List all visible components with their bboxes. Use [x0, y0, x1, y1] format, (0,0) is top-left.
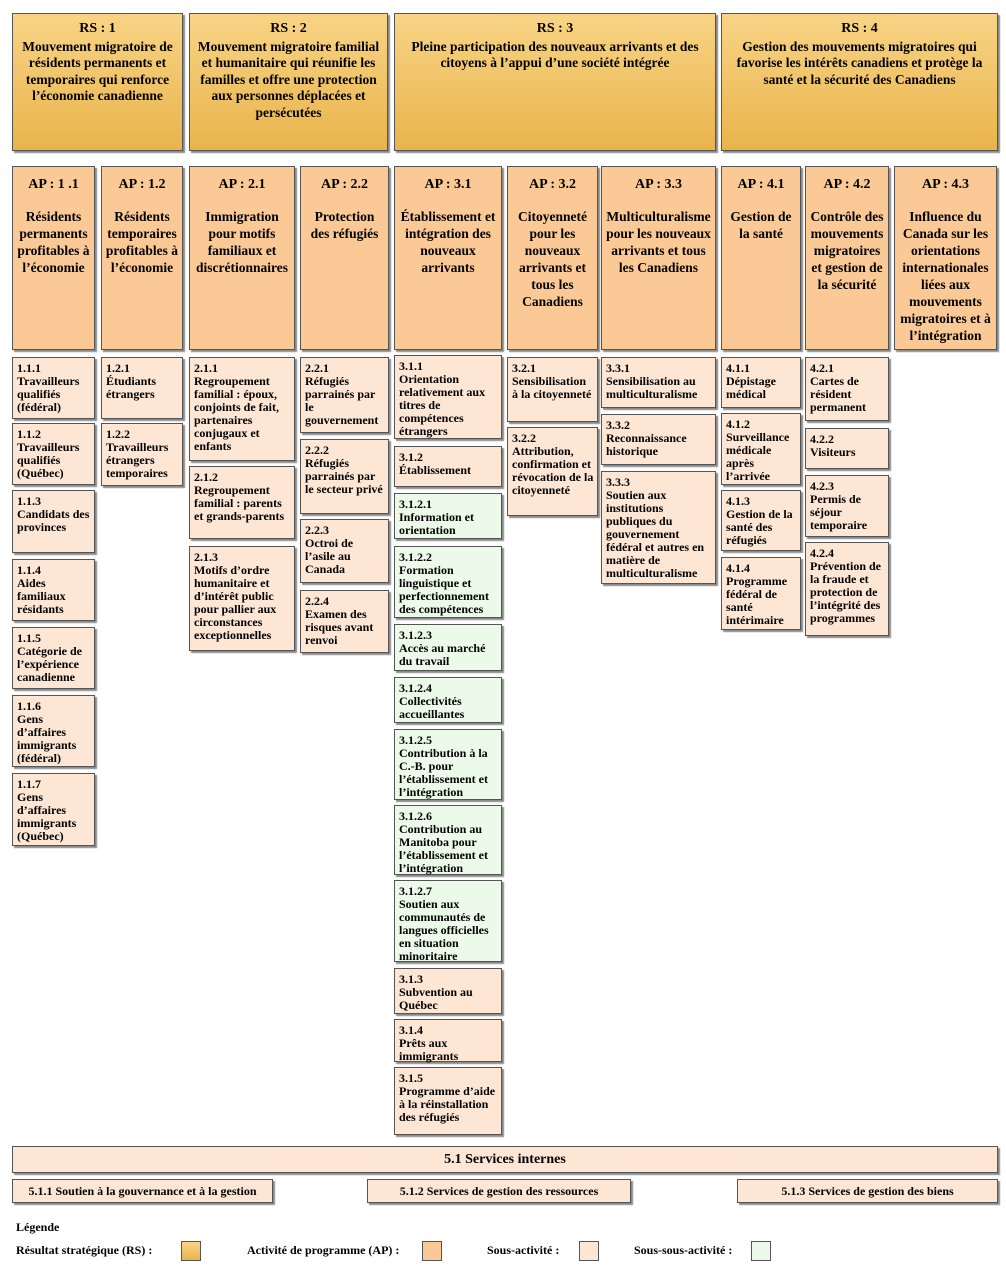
- activity-code: 1.2.1: [106, 361, 130, 375]
- activity-label: Permis de séjour temporaire: [810, 492, 868, 532]
- activity-code: 3.1.2.4: [399, 681, 432, 695]
- ap-4-1-box: [721, 166, 801, 350]
- activity-label: Formation linguistique et perfectionnement des compétences: [399, 563, 489, 616]
- sub-activity-2-1-3: [189, 546, 295, 651]
- sub-activity-4-1-3: [721, 490, 801, 551]
- activity-code: 2.2.1: [305, 361, 329, 375]
- sub-activity-4-1-2: [721, 413, 801, 485]
- sub-sub-activity-3-1-2-1: [394, 493, 502, 539]
- ap-title: Influence du Canada sur les orientations internationales liées aux mouvements migratoires et à l’intégration: [900, 209, 991, 343]
- activity-code: 4.1.4: [726, 561, 750, 575]
- activity-label: Orientation relativement aux titres de compétences étrangers: [399, 372, 486, 438]
- activity-code: 2.1.3: [194, 550, 218, 564]
- activity-code: 2.2.4: [305, 594, 329, 608]
- ap-1-2-box: [101, 166, 183, 350]
- sub-sub-activity-3-1-2-6: [394, 805, 502, 875]
- activity-label: Regroupement familial : parents et grands-parents: [194, 483, 285, 523]
- activity-label: Subvention au Québec: [399, 985, 473, 1012]
- activity-label: Accès au marché du travail: [399, 641, 486, 668]
- activity-code: 3.1.2.2: [399, 550, 432, 564]
- activity-code: 1.2.2: [106, 427, 130, 441]
- sub-activity-1-1-6: [12, 695, 95, 767]
- ap-title: Multiculturalisme pour les nouveaux arrivants et tous les Canadiens: [606, 209, 711, 275]
- activity-label: Contribution à la C.-B. pour l’établissement et l’intégration: [399, 746, 488, 799]
- activity-code: 2.1.1: [194, 361, 218, 375]
- ap-code: AP : 1.2: [118, 177, 166, 192]
- activity-code: 1.1.3: [17, 494, 41, 508]
- legend-swatch-sub: [579, 1241, 599, 1261]
- activity-label: Attribution, confirmation et révocation de la citoyenneté: [512, 444, 594, 497]
- legend-swatch-rs: [181, 1241, 201, 1261]
- activity-code: 1.1.4: [17, 563, 41, 577]
- sub-activity-2-2-4: [300, 590, 389, 653]
- activity-code: 4.1.1: [726, 361, 750, 375]
- sub-activity-1-1-2: [12, 423, 95, 485]
- sub-activity-1-1-3: [12, 490, 95, 553]
- internal-service-5-1-2: [367, 1179, 631, 1203]
- activity-code: 3.1.5: [399, 1071, 423, 1085]
- rs-code: RS : 1: [79, 21, 116, 36]
- ap-title: Résidents permanents profitables à l’économie: [17, 209, 90, 275]
- sub-activity-2-2-1: [300, 357, 389, 433]
- activity-code: 1.1.2: [17, 427, 41, 441]
- activity-label: Collectivités accueillantes: [399, 694, 465, 721]
- internal-service-label: 5.1.2 Services de gestion des ressources: [399, 1184, 599, 1198]
- sub-sub-activity-3-1-2-3: [394, 624, 502, 671]
- sub-activity-1-1-1: [12, 357, 95, 419]
- legend-label-ap: Activité de programme (AP) :: [247, 1243, 400, 1257]
- sub-activity-3-1-5: [394, 1067, 502, 1135]
- activity-code: 2.2.2: [305, 443, 329, 457]
- ap-1-1-box: [12, 166, 95, 350]
- activity-label: Sensibilisation au multiculturalisme: [606, 374, 698, 401]
- ap-3-1-box: [394, 166, 502, 350]
- activity-code: 3.1.4: [399, 1023, 423, 1037]
- activity-label: Programme fédéral de santé intérimaire: [726, 574, 788, 627]
- sub-activity-3-1-4: [394, 1019, 502, 1062]
- rs-title: Pleine participation des nouveaux arrivants et des citoyens à l’appui d’une société intégrée: [411, 38, 699, 70]
- activity-label: Octroi de l’asile au Canada: [305, 536, 354, 576]
- sub-activity-2-2-2: [300, 439, 389, 514]
- internal-service-5-1-3: [737, 1179, 998, 1203]
- activity-label: Étudiants étrangers: [106, 374, 157, 401]
- sub-activity-2-2-3: [300, 519, 389, 583]
- sub-sub-activity-3-1-2-2: [394, 546, 502, 618]
- sub-activity-3-1-2: [394, 446, 502, 487]
- activity-code: 3.1.2.3: [399, 628, 432, 642]
- activity-label: Programme d’aide à la réinstallation des réfugiés: [399, 1084, 496, 1124]
- ap-title: Citoyenneté pour les nouveaux arrivants et tous les Canadiens: [518, 209, 587, 309]
- activity-code: 3.1.1: [399, 359, 423, 373]
- sub-sub-activity-3-1-2-4: [394, 677, 502, 723]
- ap-title: Protection des réfugiés: [310, 209, 379, 241]
- activity-code: 1.1.1: [17, 361, 41, 375]
- rs-code: RS : 4: [841, 21, 878, 36]
- ap-code: AP : 4.1: [737, 177, 785, 192]
- internal-service-label: 5.1.1 Soutien à la gouvernance et à la gestion: [28, 1184, 257, 1198]
- activity-label: Cartes de résident permanent: [810, 374, 866, 414]
- sub-activity-1-1-7: [12, 773, 95, 846]
- rs-1-box: [12, 13, 183, 151]
- rs-title: Mouvement migratoire de résidents permanents et temporaires qui renforce l’économie canadienne: [22, 38, 173, 103]
- activity-code: 2.1.2: [194, 470, 218, 484]
- activity-label: Gens d’affaires immigrants (Québec): [17, 790, 77, 843]
- sub-activity-2-1-2: [189, 466, 295, 539]
- sub-activity-3-3-3: [601, 471, 716, 584]
- ap-3-3-box: [601, 166, 716, 350]
- activity-label: Réfugiés parrainés par le secteur privé: [305, 456, 383, 496]
- ap-code: AP : 4.2: [823, 177, 871, 192]
- activity-label: Soutien aux institutions publiques du gouvernement fédéral et autres en matière de multiculturalisme: [606, 488, 705, 580]
- activity-code: 4.2.3: [810, 479, 834, 493]
- activity-label: Information et orientation: [399, 510, 474, 537]
- activity-code: 3.2.1: [512, 361, 536, 375]
- activity-code: 3.3.1: [606, 361, 630, 375]
- sub-activity-4-2-4: [805, 542, 889, 636]
- ap-title: Contrôle des mouvements migratoires et gestion de la sécurité: [810, 209, 884, 292]
- activity-label: Dépistage médical: [726, 374, 776, 401]
- activity-label: Établissement: [399, 463, 471, 477]
- internal-services-bar: [12, 1146, 998, 1173]
- activity-label: Visiteurs: [810, 445, 856, 459]
- sub-activity-4-2-2: [805, 428, 889, 469]
- ap-title: Établissement et intégration des nouveaux arrivants: [400, 209, 496, 275]
- rs-3-box: [394, 13, 716, 151]
- sub-activity-1-1-4: [12, 559, 95, 621]
- activity-label: Reconnaissance historique: [606, 431, 687, 458]
- internal-services-title: 5.1 Services internes: [444, 1152, 566, 1167]
- sub-activity-4-1-1: [721, 357, 801, 408]
- legend-swatch-ap: [422, 1241, 442, 1261]
- activity-code: 3.1.2.1: [399, 497, 432, 511]
- ap-code: AP : 2.2: [320, 177, 369, 192]
- activity-code: 1.1.5: [17, 631, 41, 645]
- rs-4-box: [721, 13, 998, 151]
- activity-code: 3.3.3: [606, 475, 630, 489]
- ap-title: Immigration pour motifs familiaux et discrétionnaires: [196, 209, 288, 275]
- legend-swatch-subsub: [751, 1241, 771, 1261]
- ap-4-2-box: [805, 166, 889, 350]
- sub-activity-1-2-2: [101, 423, 183, 486]
- sub-activity-3-1-3: [394, 968, 502, 1014]
- activity-label: Regroupement familial : époux, conjoints de fait, partenaires conjugaux et enfants: [194, 374, 279, 453]
- ap-4-3-box: [894, 166, 997, 350]
- internal-service-5-1-1: [12, 1179, 273, 1203]
- rs-title: Gestion des mouvements migratoires qui favorise les intérêts canadiens et protège la santé et la sécurité des Canadiens: [736, 38, 983, 87]
- sub-activity-3-3-2: [601, 414, 716, 465]
- activity-code: 3.1.2.7: [399, 884, 432, 898]
- activity-label: Gestion de la santé des réfugiés: [726, 507, 793, 547]
- legend-label-subsub: Sous-sous-activité :: [634, 1243, 733, 1257]
- activity-code: 3.1.2.5: [399, 733, 432, 747]
- activity-code: 1.1.7: [17, 777, 41, 791]
- activity-code: 1.1.6: [17, 699, 41, 713]
- ap-code: AP : 1 .1: [28, 177, 79, 192]
- activity-label: Candidats des provinces: [17, 507, 90, 534]
- sub-activity-4-1-4: [721, 557, 801, 630]
- activity-code: 3.3.2: [606, 418, 630, 432]
- sub-activity-3-1-1: [394, 355, 502, 439]
- sub-sub-activity-3-1-2-7: [394, 880, 502, 962]
- ap-3-2-box: [507, 166, 598, 350]
- ap-2-2-box: [300, 166, 389, 350]
- sub-activity-2-1-1: [189, 357, 295, 461]
- legend-label-rs: Résultat stratégique (RS) :: [16, 1243, 153, 1257]
- activity-label: Travailleurs qualifiés (fédéral): [17, 374, 80, 414]
- activity-code: 3.1.2: [399, 450, 423, 464]
- activity-code: 3.1.2.6: [399, 809, 432, 823]
- activity-code: 3.1.3: [399, 972, 423, 986]
- activity-label: Prévention de la fraude et protection de l’intégrité des programmes: [810, 559, 881, 625]
- legend-title: Légende: [16, 1220, 60, 1234]
- sub-activity-4-2-1: [805, 357, 889, 421]
- activity-code: 4.1.2: [726, 417, 750, 431]
- activity-label: Gens d’affaires immigrants (fédéral): [17, 712, 77, 765]
- activity-code: 2.2.3: [305, 523, 329, 537]
- activity-label: Travailleurs étrangers temporaires: [106, 440, 169, 480]
- activity-label: Sensibilisation à la citoyenneté: [512, 374, 592, 401]
- rs-code: RS : 2: [270, 21, 307, 36]
- activity-code: 3.2.2: [512, 431, 536, 445]
- activity-code: 4.1.3: [726, 494, 750, 508]
- legend-label-sub: Sous-activité :: [487, 1243, 560, 1257]
- activity-code: 4.2.1: [810, 361, 834, 375]
- activity-label: Contribution au Manitoba pour l’établissement et l’intégration: [399, 822, 488, 875]
- activity-label: Travailleurs qualifiés (Québec): [17, 440, 80, 480]
- sub-activity-4-2-3: [805, 475, 889, 537]
- ap-code: AP : 3.1: [424, 177, 472, 192]
- activity-code: 4.2.2: [810, 432, 834, 446]
- activity-label: Catégorie de l’expérience canadienne: [17, 644, 82, 684]
- activity-code: 4.2.4: [810, 546, 834, 560]
- activity-label: Surveillance médicale après l’arrivée: [726, 430, 790, 483]
- activity-label: Réfugiés parrainés par le gouvernement: [305, 374, 379, 427]
- rs-title: Mouvement migratoire familial et humanitaire qui réunifie les familles et offre une protection aux personnes déplacées et persécutées: [197, 38, 380, 120]
- activity-label: Prêts aux immigrants: [399, 1036, 459, 1063]
- sub-activity-3-2-2: [507, 427, 598, 516]
- ap-title: Gestion de la santé: [730, 209, 792, 241]
- ap-code: AP : 4.3: [921, 177, 970, 192]
- ap-2-1-box: [189, 166, 295, 350]
- rs-code: RS : 3: [536, 21, 574, 36]
- ap-code: AP : 3.3: [634, 177, 683, 192]
- rs-2-box: [189, 13, 388, 151]
- ap-code: AP : 3.2: [528, 177, 577, 192]
- activity-label: Motifs d’ordre humanitaire et d’intérêt public pour pallier aux circonstances exceptionnelles: [194, 563, 277, 642]
- sub-sub-activity-3-1-2-5: [394, 729, 502, 800]
- activity-label: Soutien aux communautés de langues officielles en situation minoritaire: [399, 897, 489, 963]
- internal-service-label: 5.1.3 Services de gestion des biens: [781, 1184, 954, 1198]
- sub-activity-3-3-1: [601, 357, 716, 408]
- activity-label: Examen des risques avant renvoi: [305, 607, 374, 647]
- ap-title: Résidents temporaires profitables à l’économie: [105, 209, 179, 275]
- sub-activity-1-1-5: [12, 627, 95, 689]
- sub-activity-1-2-1: [101, 357, 183, 419]
- sub-activity-3-2-1: [507, 357, 598, 422]
- ap-code: AP : 2.1: [218, 177, 266, 192]
- activity-label: Aides familiaux résidants: [17, 576, 66, 616]
